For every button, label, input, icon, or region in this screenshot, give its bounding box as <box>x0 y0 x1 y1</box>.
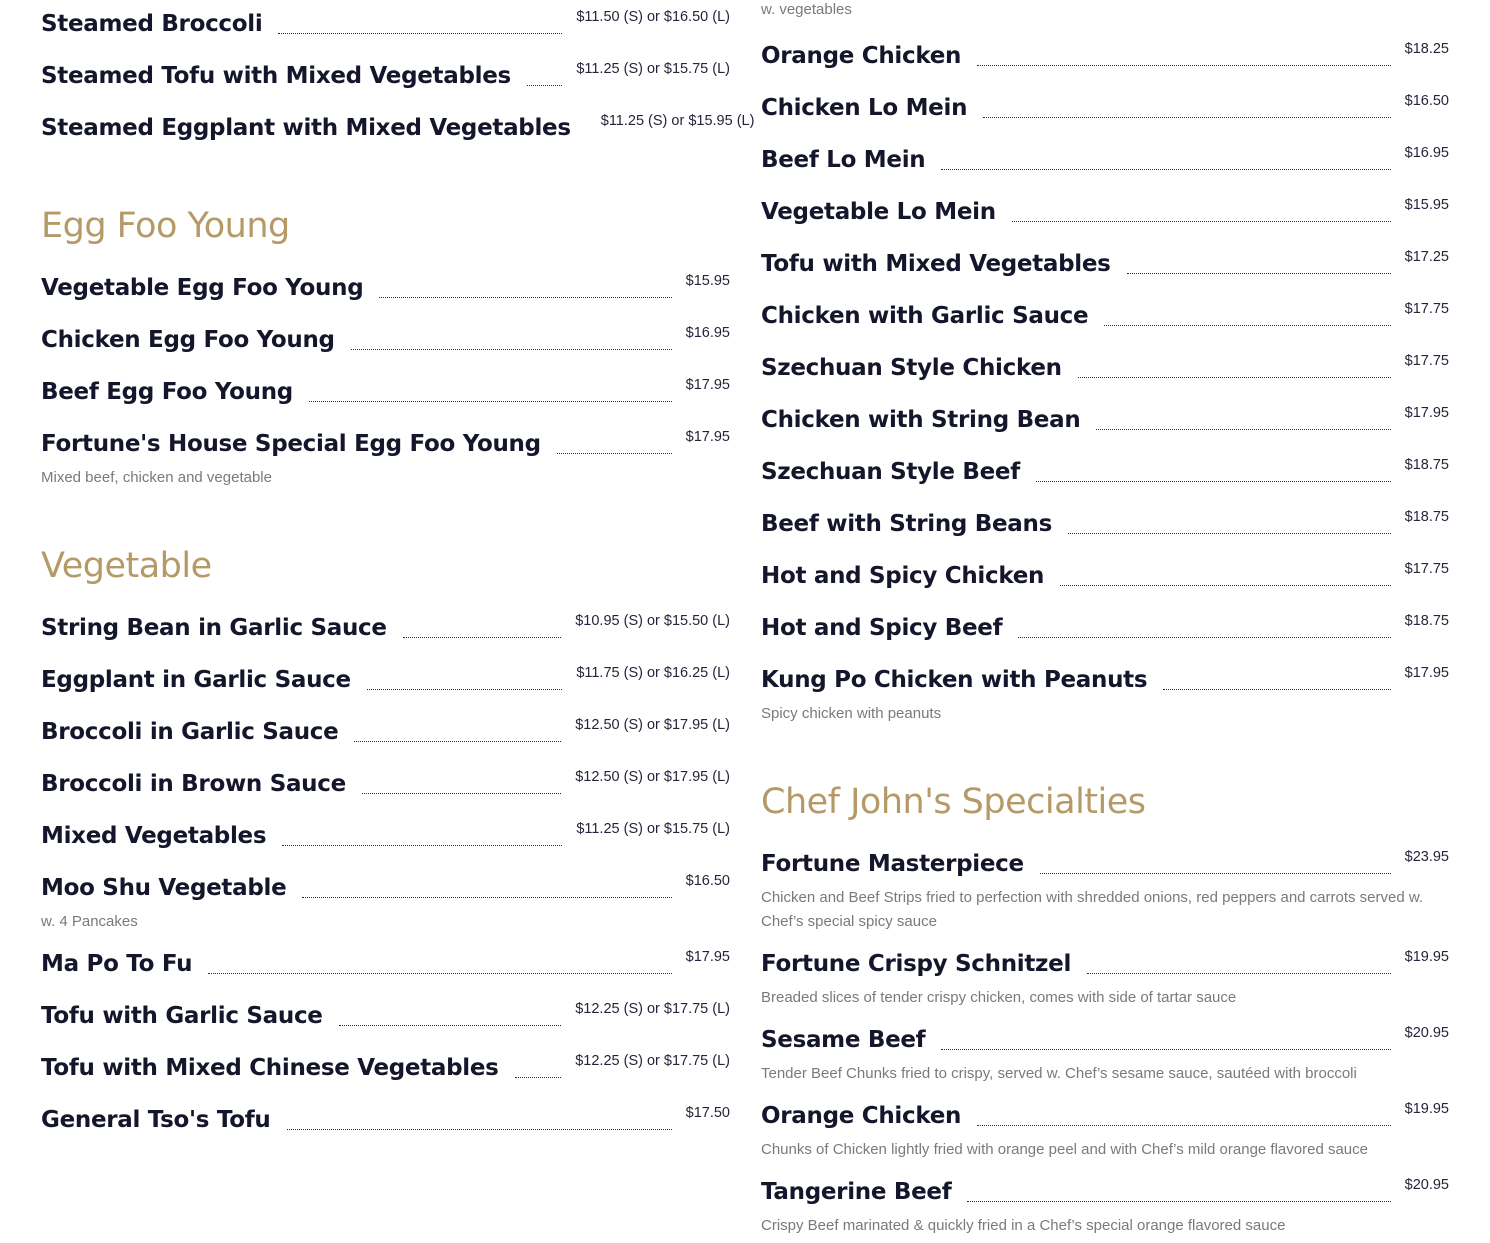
menu-item <box>761 1020 1449 1086</box>
item-name: Vegetable Egg Foo Young <box>41 275 364 301</box>
section-title-egg-foo-young: Egg Foo Young <box>41 206 290 246</box>
item-name: Moo Shu Vegetable <box>41 875 287 901</box>
menu-item <box>761 400 1449 440</box>
item-name: Chicken with Garlic Sauce <box>761 303 1089 329</box>
dot-leader <box>278 32 562 34</box>
dot-leader <box>282 844 562 846</box>
menu-item <box>41 764 730 804</box>
menu-item <box>761 1172 1449 1238</box>
item-name: Broccoli in Brown Sauce <box>41 771 346 797</box>
item-price: $16.50 <box>685 873 730 889</box>
item-price: $19.95 <box>1404 1101 1449 1117</box>
item-price: $15.95 <box>1404 197 1449 213</box>
item-name: Hot and Spicy Beef <box>761 615 1003 641</box>
item-name: Eggplant in Garlic Sauce <box>41 667 351 693</box>
menu-item <box>761 608 1449 648</box>
item-name: Chicken Lo Mein <box>761 95 968 121</box>
menu-item <box>41 868 730 934</box>
item-price: $17.75 <box>1404 561 1449 577</box>
dot-leader <box>1060 584 1391 586</box>
item-description: w. vegetables <box>761 1 852 18</box>
menu-item <box>41 944 730 984</box>
menu-item <box>761 504 1449 544</box>
item-name: Mixed Vegetables <box>41 823 267 849</box>
menu-item <box>41 424 730 490</box>
item-name: Steamed Tofu with Mixed Vegetables <box>41 63 511 89</box>
item-description: Breaded slices of tender crispy chicken, comes with side of tartar sauce <box>761 989 1237 1006</box>
menu-item <box>41 4 730 44</box>
item-name: Szechuan Style Beef <box>761 459 1020 485</box>
item-name: General Tso's Tofu <box>41 1107 271 1133</box>
item-price: $18.75 <box>1404 457 1449 473</box>
item-name: Orange Chicken <box>761 43 962 69</box>
item-name: Beef Lo Mein <box>761 147 926 173</box>
item-name: Steamed Broccoli <box>41 11 263 37</box>
dot-leader <box>941 168 1390 170</box>
section-title-vegetable: Vegetable <box>41 546 212 586</box>
item-description: Tender Beef Chunks fried to crispy, served w. Chef’s sesame sauce, sautéed with broccoli <box>761 1065 1357 1082</box>
menu-item <box>761 244 1449 284</box>
item-name: Tofu with Mixed Chinese Vegetables <box>41 1055 499 1081</box>
menu-item <box>41 268 730 308</box>
item-price: $11.50 (S) or $16.50 (L) <box>576 9 730 25</box>
dot-leader <box>1068 532 1391 534</box>
dot-leader <box>362 792 561 794</box>
item-price: $12.50 (S) or $17.95 (L) <box>575 717 730 733</box>
item-price: $23.95 <box>1404 849 1449 865</box>
dot-leader <box>1012 220 1391 222</box>
dot-leader <box>527 84 562 86</box>
dot-leader <box>379 296 671 298</box>
menu-item <box>41 1048 730 1088</box>
menu-item <box>761 556 1449 596</box>
menu-item <box>761 88 1449 128</box>
item-price: $18.75 <box>1404 613 1449 629</box>
dot-leader <box>515 1076 562 1078</box>
item-name: Steamed Eggplant with Mixed Vegetables <box>41 115 571 141</box>
dot-leader <box>1040 872 1391 874</box>
item-price: $17.95 <box>685 429 730 445</box>
item-name: Sesame Beef <box>761 1027 926 1053</box>
dot-leader <box>339 1024 562 1026</box>
dot-leader <box>1096 428 1390 430</box>
item-description: Chicken and Beef Strips fried to perfection with shredded onions, red peppers and carrots served w. Chef’s special spicy sauce <box>761 889 1424 930</box>
menu-item <box>761 660 1449 726</box>
item-name: Broccoli in Garlic Sauce <box>41 719 339 745</box>
dot-leader <box>1087 972 1391 974</box>
item-price: $16.50 <box>1404 93 1449 109</box>
dot-leader <box>1018 636 1390 638</box>
item-price: $17.95 <box>1404 405 1449 421</box>
item-price: $15.95 <box>685 273 730 289</box>
item-price: $17.75 <box>1404 301 1449 317</box>
item-price: $10.95 (S) or $15.50 (L) <box>575 613 730 629</box>
menu-item <box>41 108 755 148</box>
dot-leader <box>302 896 671 898</box>
menu-item <box>761 192 1449 232</box>
item-name: String Bean in Garlic Sauce <box>41 615 387 641</box>
dot-leader <box>983 116 1391 118</box>
item-description: Crispy Beef marinated & quickly fried in a Chef’s special orange flavored sauce <box>761 1217 1286 1234</box>
menu-item <box>41 320 730 360</box>
item-name: Tofu with Mixed Vegetables <box>761 251 1111 277</box>
item-name: Orange Chicken <box>761 1103 962 1129</box>
item-name: Kung Po Chicken with Peanuts <box>761 667 1148 693</box>
menu-item <box>761 944 1449 1010</box>
dot-leader <box>1036 480 1391 482</box>
menu-item <box>41 372 730 412</box>
menu-item <box>761 36 1449 76</box>
dot-leader <box>367 688 563 690</box>
dot-leader <box>354 740 561 742</box>
item-price: $18.25 <box>1404 41 1449 57</box>
item-price: $17.95 <box>685 377 730 393</box>
item-name: Beef with String Beans <box>761 511 1052 537</box>
dot-leader <box>1104 324 1390 326</box>
item-price: $16.95 <box>1404 145 1449 161</box>
item-price: $12.25 (S) or $17.75 (L) <box>575 1053 730 1069</box>
item-price: $11.25 (S) or $15.95 (L) <box>600 113 755 129</box>
item-description: w. 4 Pancakes <box>41 913 138 930</box>
dot-leader <box>287 1128 672 1130</box>
item-name: Ma Po To Fu <box>41 951 193 977</box>
dot-leader <box>403 636 562 638</box>
item-price: $11.75 (S) or $16.25 (L) <box>576 665 730 681</box>
item-name: Fortune's House Special Egg Foo Young <box>41 431 541 457</box>
dot-leader <box>1127 272 1391 274</box>
item-description: Mixed beef, chicken and vegetable <box>41 469 272 486</box>
item-price: $20.95 <box>1404 1177 1449 1193</box>
menu-item <box>41 56 730 96</box>
menu-item <box>761 348 1449 388</box>
item-price: $17.75 <box>1404 353 1449 369</box>
menu-item <box>761 296 1449 336</box>
item-price: $19.95 <box>1404 949 1449 965</box>
dot-leader <box>977 64 1391 66</box>
item-price: $11.25 (S) or $15.75 (L) <box>576 821 730 837</box>
item-price: $11.25 (S) or $15.75 (L) <box>576 61 730 77</box>
item-name: Vegetable Lo Mein <box>761 199 996 225</box>
item-price: $17.50 <box>685 1105 730 1121</box>
menu-item <box>761 844 1449 934</box>
item-description: Chunks of Chicken lightly fried with orange peel and with Chef’s mild orange flavored sauce <box>761 1141 1368 1158</box>
item-price: $18.75 <box>1404 509 1449 525</box>
item-name: Tangerine Beef <box>761 1179 952 1205</box>
menu-item <box>41 816 730 856</box>
dot-leader <box>967 1200 1390 1202</box>
dot-leader <box>1078 376 1391 378</box>
dot-leader <box>557 452 672 454</box>
item-price: $20.95 <box>1404 1025 1449 1041</box>
item-name: Fortune Crispy Schnitzel <box>761 951 1072 977</box>
item-description: Spicy chicken with peanuts <box>761 705 942 722</box>
menu-item <box>41 608 730 648</box>
menu-item <box>41 996 730 1036</box>
dot-leader <box>1163 688 1390 690</box>
menu-item <box>761 1096 1449 1162</box>
item-name: Tofu with Garlic Sauce <box>41 1003 323 1029</box>
item-price: $12.25 (S) or $17.75 (L) <box>575 1001 730 1017</box>
item-price: $12.50 (S) or $17.95 (L) <box>575 769 730 785</box>
menu-item <box>41 1100 730 1140</box>
item-name: Fortune Masterpiece <box>761 851 1024 877</box>
dot-leader <box>208 972 671 974</box>
dot-leader <box>977 1124 1391 1126</box>
section-title-chef-specialties: Chef John's Specialties <box>761 782 1146 822</box>
dot-leader <box>309 400 672 402</box>
dot-leader <box>351 348 672 350</box>
dot-leader <box>941 1048 1390 1050</box>
item-name: Chicken Egg Foo Young <box>41 327 335 353</box>
item-name: Beef Egg Foo Young <box>41 379 293 405</box>
item-price: $17.25 <box>1404 249 1449 265</box>
item-name: Hot and Spicy Chicken <box>761 563 1045 589</box>
item-price: $17.95 <box>1404 665 1449 681</box>
menu-item <box>41 660 730 700</box>
item-name: Chicken with String Bean <box>761 407 1081 433</box>
item-price: $17.95 <box>685 949 730 965</box>
menu-item <box>761 452 1449 492</box>
item-name: Szechuan Style Chicken <box>761 355 1062 381</box>
menu-item <box>41 712 730 752</box>
item-price: $16.95 <box>685 325 730 341</box>
menu-item <box>761 140 1449 180</box>
